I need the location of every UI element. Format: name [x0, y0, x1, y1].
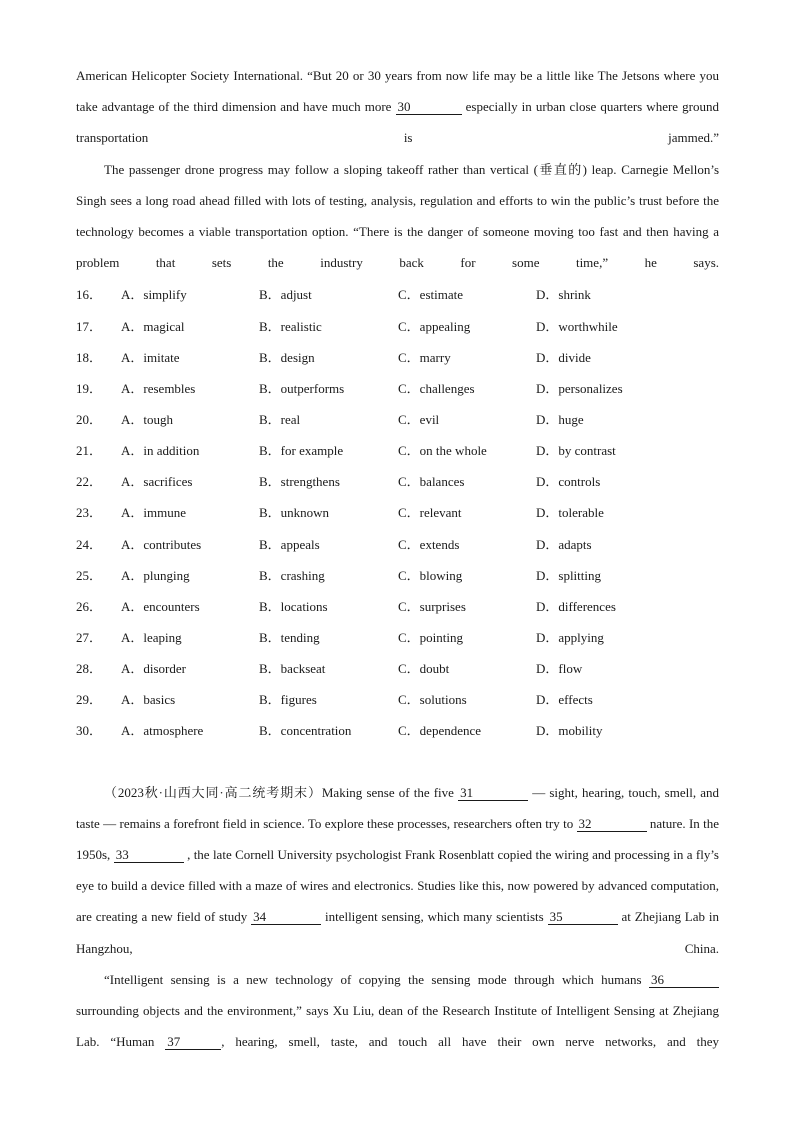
- passage2-paragraph2: [76, 964, 719, 1058]
- option-b: B．tending: [259, 630, 320, 646]
- passage1-paragraph1: [76, 60, 719, 154]
- option-b: B．locations: [259, 598, 328, 614]
- passage1-p1-text1: American Helicopter Society International. “But 20 or 30 years from now life may be a little like The Jetsons where you take advantage of the third dimension and have much more: [76, 68, 719, 115]
- option-d: D．splitting: [536, 567, 602, 583]
- option-a: A．plunging: [121, 567, 190, 583]
- question-number: 18．: [76, 349, 103, 365]
- option-c: C．doubt: [398, 661, 450, 677]
- option-c: C．solutions: [398, 692, 467, 708]
- option-c: C．surprises: [398, 598, 466, 614]
- option-row: [76, 528, 719, 559]
- options-list: [76, 278, 719, 745]
- option-d: D．flow: [536, 661, 583, 677]
- question-number: 30．: [76, 723, 103, 739]
- question-number: 22．: [76, 474, 103, 490]
- option-d: D．personalizes: [536, 380, 623, 396]
- option-b: B．appeals: [259, 536, 320, 552]
- option-a: A．tough: [121, 412, 174, 428]
- option-row: [76, 652, 719, 683]
- option-row: [76, 714, 719, 745]
- option-b: B．crashing: [259, 567, 325, 583]
- option-row: [76, 372, 719, 403]
- option-a: A．in addition: [121, 443, 200, 459]
- option-d: D．applying: [536, 630, 604, 646]
- option-d: D．worthwhile: [536, 318, 618, 334]
- option-c: C．challenges: [398, 380, 475, 396]
- option-c: C．dependence: [398, 723, 482, 739]
- question-number: 27．: [76, 630, 103, 646]
- option-c: C．estimate: [398, 287, 463, 303]
- passage2-p1-text2: — sight, hearing, touch, smell, and taste — remains a forefront field in science. To explore these processes, researchers often try to: [76, 784, 719, 831]
- option-row: [76, 683, 719, 714]
- blank-35: 35: [548, 910, 618, 925]
- question-number: 19．: [76, 380, 103, 396]
- option-row: [76, 496, 719, 527]
- option-d: D．adapts: [536, 536, 592, 552]
- option-c: C．marry: [398, 349, 451, 365]
- option-b: B．adjust: [259, 287, 312, 303]
- option-c: C．pointing: [398, 630, 464, 646]
- option-row: [76, 310, 719, 341]
- option-b: B．unknown: [259, 505, 330, 521]
- document-page: [76, 60, 719, 1057]
- passage2-p1-text4: , the late Cornell University psychologist Frank Rosenblatt copied the wiring and processing in a fly’s eye to build a device filled with a maze of wires and electronics. Studies like this, now powered by advanced computation, are creating a new field of study: [76, 846, 719, 925]
- option-row: [76, 341, 719, 372]
- option-a: A．basics: [121, 692, 176, 708]
- option-a: A．immune: [121, 505, 186, 521]
- option-b: B．backseat: [259, 661, 326, 677]
- question-number: 16．: [76, 287, 103, 303]
- passage2-p2-text1: “Intelligent sensing is a new technology of copying the sensing mode through which humans: [104, 971, 649, 987]
- blank-36: 36: [649, 973, 719, 988]
- option-row: [76, 621, 719, 652]
- option-b: B．figures: [259, 692, 317, 708]
- question-number: 23．: [76, 505, 103, 521]
- option-row: [76, 434, 719, 465]
- blank-37: 37: [165, 1035, 221, 1050]
- option-a: A．sacrifices: [121, 474, 193, 490]
- option-d: D．shrink: [536, 287, 591, 303]
- option-a: A．disorder: [121, 661, 186, 677]
- question-number: 28．: [76, 661, 103, 677]
- option-c: C．relevant: [398, 505, 462, 521]
- passage2-p1-text1: （2023秋·山西大同·高二统考期末）Making sense of the five: [104, 784, 459, 800]
- option-d: D．controls: [536, 474, 601, 490]
- option-a: A．encounters: [121, 598, 200, 614]
- passage1-p2-text: The passenger drone progress may follow a sloping takeoff rather than vertical (垂直的) leap. Carnegie Mellon’s Singh sees a long road ahead filled with lots of testing, analysis, regulation and efforts to win the public’s trust before the technology becomes a viable transportation option. “There is the danger of someone moving too fast and then having a problem that sets the industry back for some time,” he says.: [76, 161, 719, 271]
- option-d: D．mobility: [536, 723, 603, 739]
- option-b: B．concentration: [259, 723, 352, 739]
- option-c: C．blowing: [398, 567, 463, 583]
- option-c: C．evil: [398, 412, 440, 428]
- question-number: 20．: [76, 412, 103, 428]
- option-row: [76, 559, 719, 590]
- question-number: 21．: [76, 443, 103, 459]
- passage1-paragraph2: [76, 154, 719, 279]
- option-d: D．tolerable: [536, 505, 604, 521]
- question-number: 29．: [76, 692, 103, 708]
- option-c: C．on the whole: [398, 443, 487, 459]
- option-row: [76, 590, 719, 621]
- option-d: D．huge: [536, 412, 584, 428]
- passage2-p1-text6: at Zhejiang Lab in Hangzhou, China.: [76, 909, 720, 956]
- question-number: 17．: [76, 318, 103, 334]
- option-c: C．appealing: [398, 318, 471, 334]
- blank-32: 32: [577, 817, 647, 832]
- option-row: [76, 465, 719, 496]
- option-d: D．by contrast: [536, 443, 616, 459]
- option-b: B．for example: [259, 443, 344, 459]
- question-number: 24．: [76, 536, 103, 552]
- option-c: C．balances: [398, 474, 465, 490]
- option-c: C．extends: [398, 536, 460, 552]
- option-a: A．resembles: [121, 380, 196, 396]
- blank-34: 34: [251, 910, 321, 925]
- passage2-p2-text3: , hearing, smell, taste, and touch all have their own nerve networks, and they: [221, 1034, 719, 1050]
- passage2-p1-text5: intelligent sensing, which many scientists: [321, 909, 548, 925]
- option-b: B．realistic: [259, 318, 322, 334]
- option-row: [76, 403, 719, 434]
- option-row: [76, 278, 719, 309]
- blank-31: 31: [458, 786, 528, 801]
- passage2-paragraph1: [76, 777, 719, 964]
- option-a: A．leaping: [121, 630, 182, 646]
- blank-30: 30: [396, 100, 462, 115]
- option-d: D．differences: [536, 598, 616, 614]
- option-b: B．strengthens: [259, 474, 340, 490]
- passage2-p2-text2: surrounding objects and the environment,” says Xu Liu, dean of the Research Institute of Intelligent Sensing at Zhejiang Lab. “Human: [76, 1002, 719, 1050]
- question-number: 26．: [76, 598, 103, 614]
- option-b: B．design: [259, 349, 315, 365]
- option-d: D．effects: [536, 692, 593, 708]
- option-a: A．contributes: [121, 536, 202, 552]
- option-a: A．imitate: [121, 349, 180, 365]
- option-b: B．outperforms: [259, 380, 345, 396]
- question-number: 25．: [76, 567, 103, 583]
- option-d: D．divide: [536, 349, 591, 365]
- option-a: A．atmosphere: [121, 723, 204, 739]
- option-b: B．real: [259, 412, 301, 428]
- passage1-p1-text2: especially in urban close quarters where ground transportation is jammed.”: [76, 99, 719, 146]
- option-a: A．magical: [121, 318, 185, 334]
- passage2-p1-text3: nature. In the 1950s,: [76, 815, 719, 862]
- option-a: A．simplify: [121, 287, 187, 303]
- blank-33: 33: [114, 848, 184, 863]
